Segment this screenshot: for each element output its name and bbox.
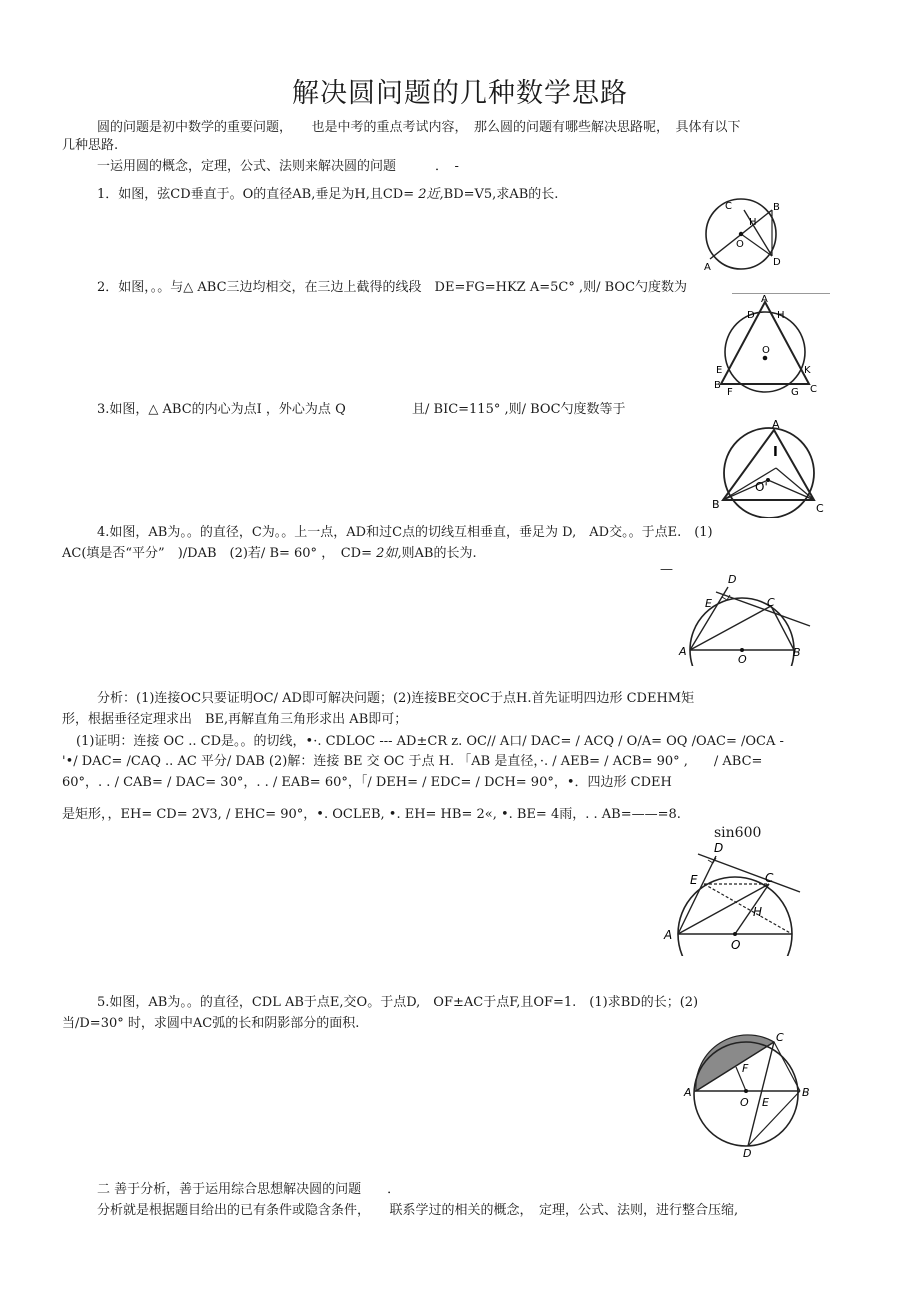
fig2-label-o: O [762, 345, 770, 356]
figure-4-tangent-circle [676, 570, 814, 666]
fig1-label-b: B [773, 202, 780, 213]
question-4-dash: — [660, 562, 673, 577]
fig3-label-i: I [773, 445, 778, 460]
fig6-label-c: C [776, 1031, 784, 1044]
fig5-dashed-be [704, 884, 792, 934]
fig2-label-a: A [761, 294, 768, 305]
intro-line-1: 圆的问题是初中数学的重要问题， 也是中考的重点考试内容， 那么圆的问题有哪些解决思路呢， 具体有以下 [97, 120, 741, 135]
fig5-label-d: D [714, 841, 724, 855]
fig1-label-o: O [736, 239, 744, 250]
figure-2-triangle-circle [709, 294, 821, 400]
fig2-label-e: E [716, 365, 723, 376]
fig2-label-h: H [777, 310, 785, 321]
fig6-label-f: F [742, 1062, 749, 1075]
fig1-label-h: H [749, 217, 757, 228]
figure-3-incenter-circumcenter [706, 416, 832, 518]
fig3-label-o: O' [755, 480, 768, 494]
section-2-line-1: 分析就是根据题目给出的已有条件或隐含条件， 联系学过的相关的概念， 定理，公式、法则，进行整合压缩, [97, 1203, 739, 1218]
fig2-center-point [763, 356, 768, 361]
fig6-segment-bc [774, 1042, 800, 1091]
fig3-circle [724, 428, 814, 518]
figure-6-shaded-segment [680, 1030, 816, 1160]
fig6-chord-cd [748, 1042, 774, 1146]
fig2-label-c: C [810, 384, 817, 395]
fig5-label-e: E [690, 873, 698, 887]
question-3-text-b: 且/ BIC=115° ,则/ BOC勺度数等于 [412, 402, 626, 417]
fig3-segment-oc [768, 480, 814, 500]
question-1-text-c: BD=V5,求AB的长. [443, 187, 559, 202]
fig3-segment-ic [776, 468, 814, 500]
question-4-text-b: 2如, [376, 546, 402, 561]
fig2-label-b: B [714, 380, 721, 391]
figure-5-rectangle-cdeh [658, 838, 804, 956]
question-4-text-c: 则AB的长为. [401, 546, 477, 561]
fig6-label-a: A [684, 1086, 692, 1099]
fig6-center-point [744, 1089, 748, 1093]
fig4-label-a: A [679, 645, 687, 658]
question-3-text-a: 3.如图，△ ABC的内心为点I ，外心为点 Q [97, 402, 346, 417]
question-3 [97, 401, 626, 419]
fig5-label-o: O [731, 938, 741, 952]
fig5-center-point [733, 932, 737, 936]
fig2-triangle-abc [721, 302, 809, 384]
question-4-line-2 [62, 545, 477, 563]
fig1-segment-od [741, 234, 772, 256]
fig5-label-c: C [765, 871, 774, 885]
question-4-line-1: 4.如图，AB为。。的直径，C为。。上一点，AD和过C点的切线互相垂直，垂足为 D, AD交。。于点E. (1) [97, 525, 713, 540]
analysis-line-6: 是矩形，，EH= CD= 2V3, / EHC= 90°，•. OCLEB, •. EH= HB= 2«, •. BE= 4雨，. . AB=——=8. [62, 807, 681, 822]
section-1-heading: 一运用圆的概念，定理，公式、法则来解决圆的问题 ． - [97, 159, 459, 174]
fig4-label-b: B [793, 646, 801, 659]
section-2-heading: 二 善于分析，善于运用综合思想解决圆的问题 ． [97, 1182, 401, 1197]
fig1-label-a: A [704, 262, 711, 273]
analysis-line-3: (1)证明：连接 OC .. CD是。。的切线，•·. CDLOC --- AD±CR z. OC// A口/ DAC= / ACQ / O/A= OQ /OAC= /OCA - [76, 734, 784, 749]
question-5-line-1: 5.如图，AB为。。的直径，CDL AB于点E,交O。于点D, OF±AC于点F,且OF=1. (1)求BD的长；(2) [97, 995, 699, 1010]
page-title: 解决圆问题的几种数学思路 [292, 78, 628, 109]
fig5-segment-ad [678, 856, 716, 934]
fig6-label-o: O [740, 1096, 749, 1109]
fig3-label-a: A [772, 418, 780, 431]
fig2-label-k: K [804, 365, 811, 376]
fig4-label-d: D [728, 573, 737, 586]
question-1 [97, 186, 558, 204]
analysis-line-2: 形，根据垂径定理求出 BE,再解直角三角形求出 AB即可； [62, 712, 408, 727]
fig5-label-h: H [753, 905, 763, 919]
fig3-segment-bi [723, 468, 776, 500]
fig6-label-d: D [743, 1147, 752, 1160]
fig4-label-c: C [767, 596, 775, 609]
fig4-segment-ac [690, 606, 771, 650]
intro-line-2: 几种思路. [62, 138, 119, 153]
fig1-label-d: D [773, 257, 781, 268]
fig1-center-point [739, 232, 743, 236]
fig4-center-point [740, 648, 744, 652]
analysis-line-4: '•/ DAC= /CAQ .. AC 平分/ DAB (2)解：连接 BE 交 OC 于点 H. 「AB 是直径，·. / AEB= / ACB= 90° , / ABC= [62, 754, 763, 769]
fig4-tangent-line [716, 592, 810, 626]
analysis-sin-denominator: sin600 [714, 825, 762, 841]
fig2-label-g: G [791, 387, 799, 398]
fig5-segment-oc [735, 884, 769, 934]
fig5-tangent-line [698, 854, 800, 892]
figure-1-circle-chord [696, 194, 788, 274]
fig2-label-f: F [727, 387, 733, 398]
fig5-label-a: A [664, 928, 673, 942]
analysis-line-5: 60°，. . / CAB= / DAC= 30°，. . / EAB= 60°，「/ DEH= / EDC= / DCH= 90°，•．四边形 CDEH [62, 775, 672, 790]
fig3-label-b: B [712, 498, 720, 511]
question-1-text-b: 2近, [418, 187, 444, 202]
question-5-line-2: 当/D=30° 时，求圆中AC弧的长和阴影部分的面积. [62, 1016, 360, 1031]
fig4-segment-bc [771, 606, 794, 650]
fig4-label-e: E [705, 597, 712, 610]
fig3-label-c: C [816, 502, 824, 515]
question-4-text-a: AC(填是否“平分” )/DAB (2)若/ B= 60° ， CD= [62, 546, 372, 561]
question-2: 2．如图，。。与△ ABC三边均相交，在三边上截得的线段 DE=FG=HKZ A=5C° ,则/ BOC勺度数为 [97, 280, 688, 295]
analysis-line-1: 分析：(1)连接OC只要证明OC/ AD即可解决问题；(2)连接BE交OC于点H.首先证明四边形 CDEHM矩 [97, 691, 695, 706]
fig4-label-o: O [738, 653, 747, 666]
fig1-label-c: C [725, 201, 732, 212]
fig6-label-b: B [802, 1086, 810, 1099]
fig2-label-d: D [747, 310, 755, 321]
question-1-text-a: 1．如图，弦CD垂直于。O的直径AB,垂足为H,且CD= [97, 187, 415, 202]
fig6-label-e: E [762, 1096, 769, 1109]
